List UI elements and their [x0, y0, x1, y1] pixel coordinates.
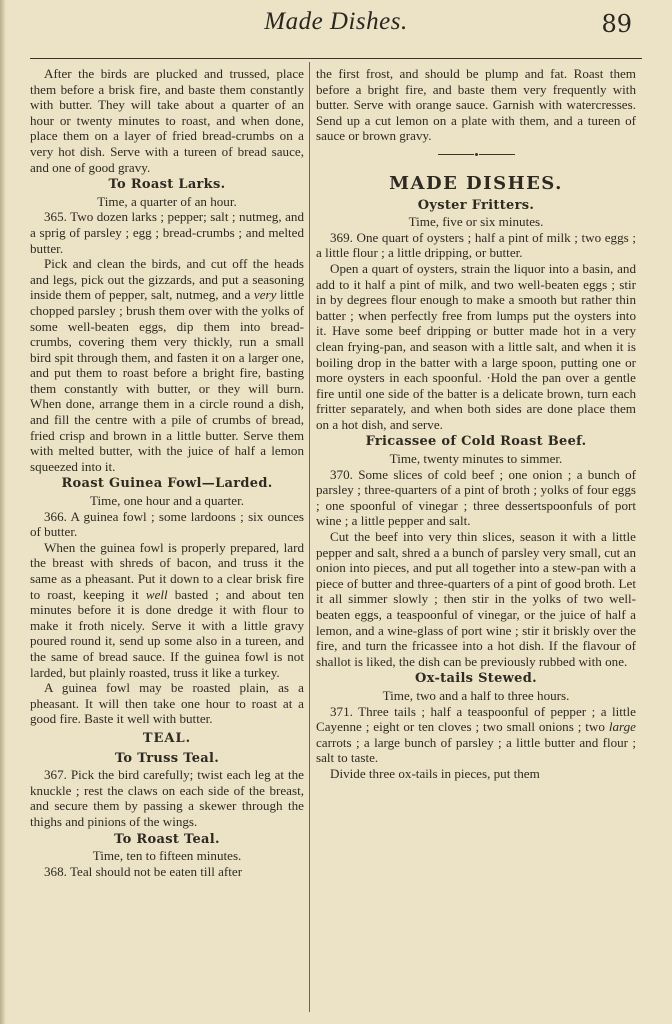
heading-roast-teal: To Roast Teal.	[114, 831, 220, 847]
recipe-366-note: A guinea fowl may be roasted plain, as a pheasant. It will then take one hour to roast at a good fire. Baste it well with butter.	[30, 680, 304, 727]
heading-oyster-fritters: Oyster Fritters.	[417, 197, 535, 213]
running-title: Made Dishes.	[264, 8, 408, 35]
time-teal: Time, ten to fifteen minutes.	[92, 848, 242, 864]
recipe-370-ingredients: 370. Some slices of cold beef ; one onion ; a bunch of parsley ; three-quarters of a pint of broth ; yolks of four eggs ; one spoonful of vinegar ; three dessertspoonfuls of port wine ; a little pepper and salt.	[316, 466, 636, 529]
heading-ox-tails: Ox-tails Stewed.	[415, 671, 537, 687]
time-fricassee: Time, twenty minutes to simmer.	[389, 451, 563, 467]
recipe-371-method: Divide three ox-tails in pieces, put them	[330, 765, 540, 781]
section-heading-made-dishes: MADE DISHES.	[389, 172, 563, 194]
recipe-366-ingredients: 366. A guinea fowl ; some lardoons ; six ounces of butter.	[30, 508, 304, 540]
paragraph-teal-continued: the first frost, and should be plump and fat. Roast them before a bright fire, and baste them very frequently with butter. Serve with orange sauce. Garnish with watercresses. Send up a cut lemon on a plate with them, and a tureen of sauce or brown gravy.	[316, 66, 636, 144]
recipe-365-method: Pick and clean the birds, and cut off the heads and legs, pick out the gizzards, and put a seasoning inside them of pepper, salt, nutmeg, and a very little chopped parsley ; brush them over with the yolks of some well-beaten eggs, dip them into bread-crumbs, covering them very thickly, run a small bird spit through them, and fasten it on a larger one, and put them to roast before a bright fire, basting them constantly with butter, or they will burn. When done, arrange them in a circle round a dish, and fill the centre with a pile of crumbs of bread, fried crisp and brown in a little butter. Serve them with melted butter, with the juice of half a lemon squeezed into it.	[30, 256, 304, 474]
ornament-divider	[316, 150, 636, 160]
paragraph-intro: After the birds are plucked and trussed, place them before a brisk fire, and baste them constantly with butter. They will take about a quarter of an hour or twenty minutes to roast, and when done, place them on a layer of fried bread-crumbs on a very hot dish. Serve with a tureen of bread sauce, and one of good gravy.	[30, 66, 304, 175]
page-edge-shadow	[0, 0, 6, 1024]
time-oyster: Time, five or six minutes.	[408, 214, 544, 230]
page-number: 89	[601, 10, 632, 38]
time-guinea: Time, one hour and a quarter.	[89, 493, 245, 509]
heading-roast-larks: To Roast Larks.	[108, 177, 226, 193]
heading-teal: TEAL.	[142, 730, 192, 746]
right-column	[316, 66, 636, 782]
left-column	[30, 66, 304, 879]
recipe-366-method: When the guinea fowl is properly prepared, lard the breast with shreds of bacon, and truss it the same as a pheasant. Put it down to a clear brisk fire to roast, keeping it well basted ; and about ten minutes before it is done dredge it with flour to make it froth nicely. Serve it with a little gravy poured round it, send up some also in a tureen, and the same of bread sauce. If the guinea fowl is not larded, but plainly roasted, truss it like a turkey.	[30, 539, 304, 680]
recipe-369-ingredients: 369. One quart of oysters ; half a pint of milk ; two eggs ; a little flour ; a little dripping, or butter.	[316, 229, 636, 261]
column-divider	[309, 62, 310, 1012]
page-header	[0, 8, 672, 52]
recipe-371-ingredients: 371. Three tails ; half a teaspoonful of pepper ; a little Cayenne ; eight or ten cloves ; two small onions ; two large carrots ; a large bunch of parsley ; a little butter and flour ; salt to taste.	[316, 703, 636, 766]
recipe-368: 368. Teal should not be eaten till after	[44, 863, 243, 879]
header-rule	[30, 58, 642, 59]
recipe-367: 367. Pick the bird carefully; twist each leg at the knuckle ; rest the claws on each side of the breast, and secure them by passing a skewer through the thighs and pinions of the wings.	[30, 767, 304, 829]
time-larks: Time, a quarter of an hour.	[97, 193, 237, 209]
recipe-365-ingredients: 365. Two dozen larks ; pepper; salt ; nutmeg, and a sprig of parsley ; egg ; bread-crumbs ; and melted butter.	[30, 209, 304, 256]
recipe-369-method: Open a quart of oysters, strain the liquor into a basin, and add to it half a pint of milk, and two well-beaten eggs ; stir in by degrees flour enough to make a smooth but rather thin batter ; when perfectly free from lumps put the oysters into it. Have some beef dripping or butter made hot in a very clean frying-pan, and season with a little salt, and when it is boiling drop in the batter with a large spoon, putting one or more oysters in each spoonful. ·Hold the pan over a gentle fire until one side of the batter is a delicate brown, turn each fritter separately, and when both sides are done place them on a hot dish, and serve.	[316, 260, 636, 432]
recipe-370-method: Cut the beef into very thin slices, season it with a little pepper and salt, shred a a bunch of parsley very small, cut an onion into pieces, and put all together into a stew-pan with a piece of butter and three-quarters of a pint of good broth. Let it all simmer slowly ; then stir in the yolks of two well-beaten eggs, a teaspoonful of vinegar, or the juice of half a lemon, and a wine-glass of port wine ; stir it briskly over the fire, and turn the fricassee into a hot dish. If the flavour of shallot is liked, the dish can be previously rubbed with one.	[316, 529, 636, 669]
time-ox-tails: Time, two and a half to three hours.	[382, 687, 570, 703]
heading-fricassee: Fricassee of Cold Roast Beef.	[365, 434, 587, 450]
heading-guinea-fowl: Roast Guinea Fowl—Larded.	[61, 476, 273, 492]
heading-truss-teal: To Truss Teal.	[114, 750, 220, 766]
